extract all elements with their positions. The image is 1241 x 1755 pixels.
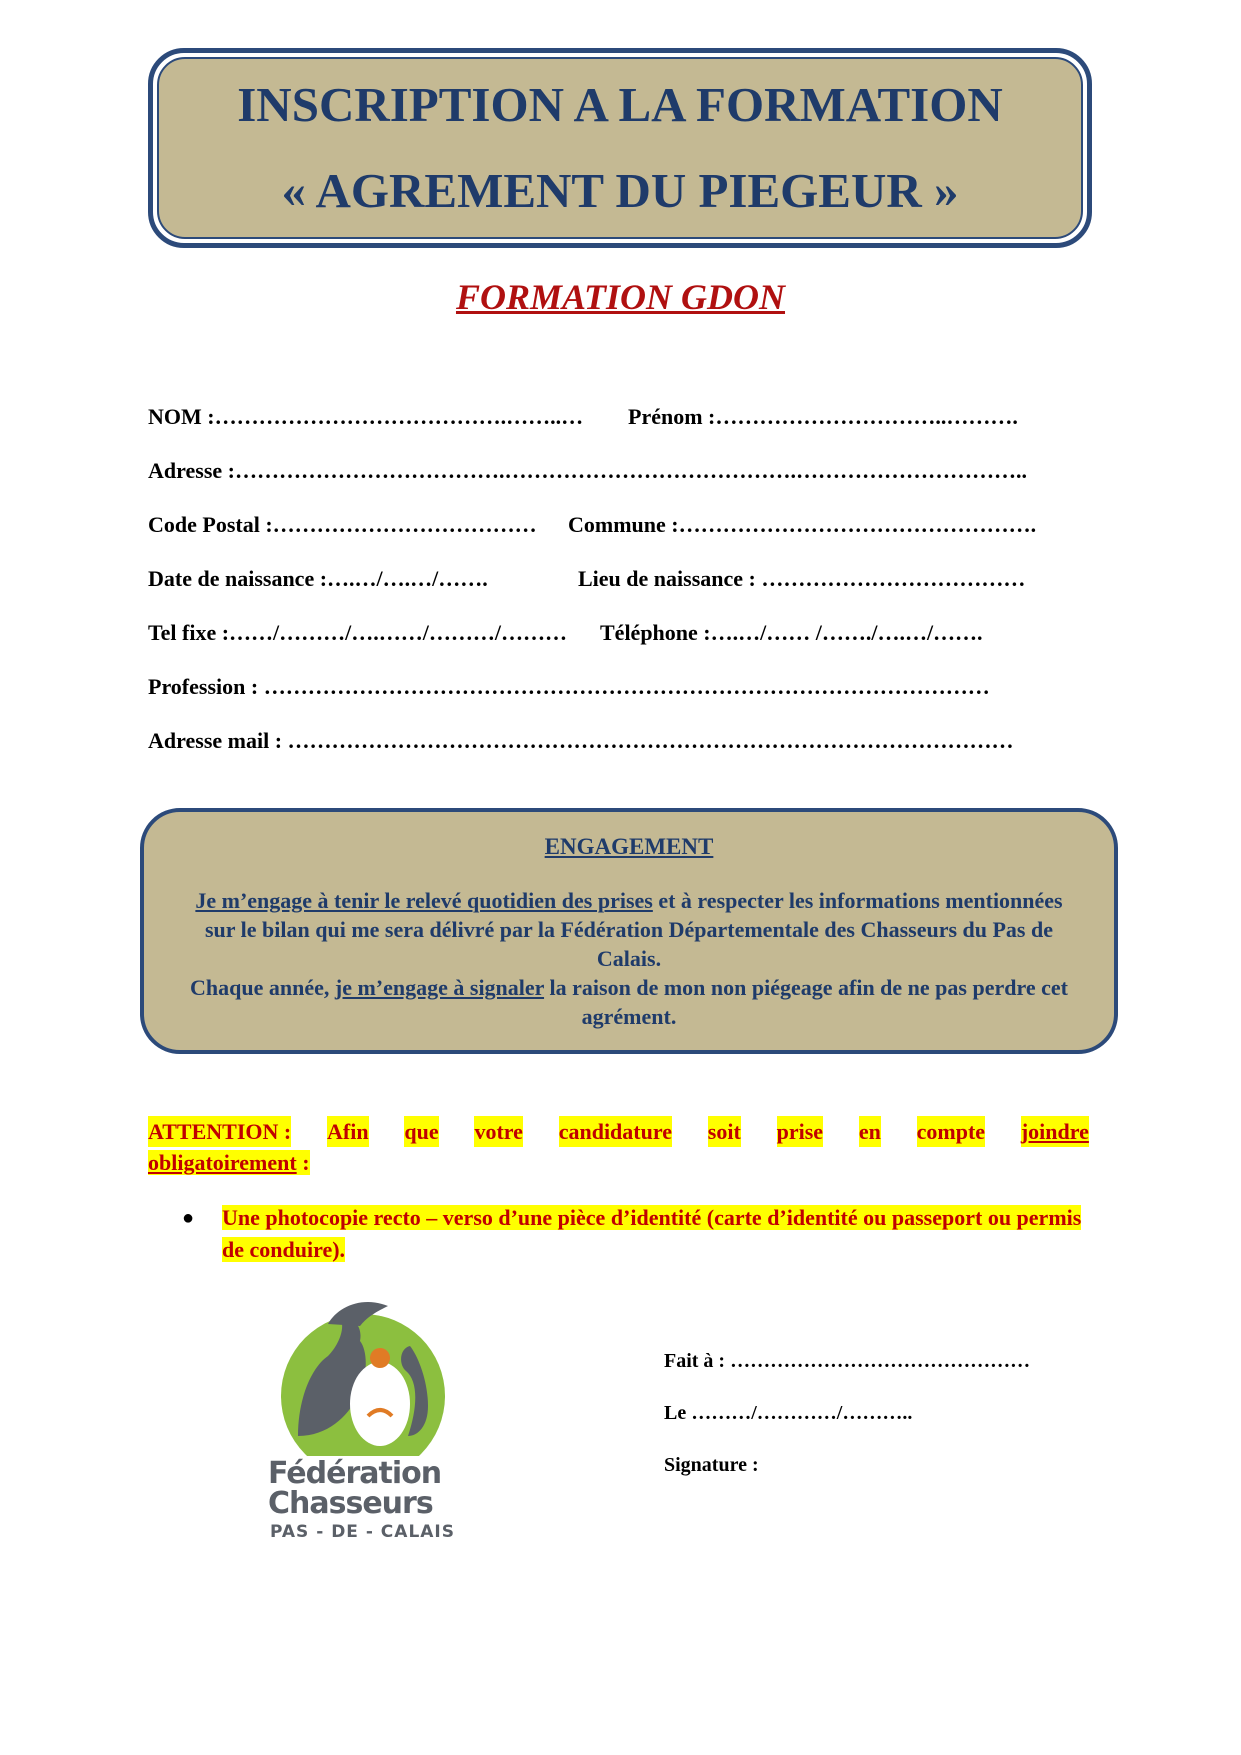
attention-word: en	[859, 1116, 881, 1147]
attention-word: compte	[917, 1116, 985, 1147]
federation-logo	[268, 1286, 458, 1546]
date-naissance-field[interactable]: Date de naissance :….…/….…/…….	[148, 566, 488, 591]
engagement-p2-underlined: je m’engage à signaler	[334, 975, 545, 1000]
attention-word: candidature	[559, 1116, 672, 1147]
attention-colon: :	[296, 1150, 310, 1175]
form-row-name	[148, 404, 1088, 458]
lieu-naissance-field[interactable]: Lieu de naissance : ………………………………	[578, 566, 1026, 591]
engagement-paragraph-2	[144, 973, 1114, 1031]
attention-line-2	[148, 1147, 1089, 1178]
form-row-profession	[148, 674, 1088, 728]
adresse-field[interactable]: Adresse :……………………………….………………………………….…………………………..	[148, 458, 1027, 483]
adresse-mail-field[interactable]: Adresse mail : ………………………………………………………………………………………	[148, 728, 1014, 753]
required-document-text	[222, 1202, 1092, 1266]
attention-label: ATTENTION :	[148, 1116, 291, 1147]
logo-text-region: PAS - DE - CALAIS	[270, 1522, 455, 1542]
logo-text-federation: Fédération	[268, 1456, 442, 1491]
fait-a-field[interactable]: Fait à : ………………………………………	[664, 1350, 1031, 1372]
form-row-postal	[148, 512, 1088, 566]
attention-word-underlined: joindre	[1021, 1116, 1089, 1147]
subtitle: FORMATION GDON	[455, 277, 786, 317]
attention-line-1	[148, 1116, 1089, 1147]
tel-fixe-field[interactable]: Tel fixe :……/………/….……/………/………	[148, 620, 568, 645]
attention-word: Afin	[327, 1116, 369, 1147]
engagement-p1-rest: et à respecter les informations mentionnées sur le bilan qui me sera délivré par la Fédération Départementale des Chasseurs du Pas de Calais.	[205, 888, 1063, 971]
form-row-email	[148, 728, 1088, 782]
bullet-icon: ●	[182, 1207, 195, 1229]
attention-word: que	[404, 1116, 438, 1147]
form-row-birth	[148, 566, 1088, 620]
attention-word: votre	[474, 1116, 522, 1147]
title-line-2: « AGREMENT DU PIEGEUR »	[281, 163, 959, 218]
registration-form	[148, 404, 1088, 782]
telephone-field[interactable]: Téléphone :….…/…… /……./….…/…….	[600, 620, 983, 645]
form-row-address	[148, 458, 1088, 512]
title-line-1: INSCRIPTION A LA FORMATION	[237, 77, 1003, 132]
nom-field[interactable]: NOM :………………………………….……..…	[148, 404, 584, 429]
federation-logo-icon	[268, 1286, 458, 1456]
attention-obligatoirement: obligatoirement	[148, 1150, 297, 1175]
engagement-box	[140, 808, 1118, 1054]
attention-notice	[148, 1116, 1089, 1178]
signature-block	[664, 1350, 1104, 1506]
attention-word: soit	[708, 1116, 741, 1147]
engagement-p2-start: Chaque année,	[190, 975, 335, 1000]
engagement-paragraph-1	[144, 886, 1114, 973]
date-field[interactable]: Le ………/…………/………..	[664, 1402, 913, 1424]
logo-text-chasseurs: Chasseurs	[268, 1486, 433, 1521]
commune-field[interactable]: Commune :………………………………………….	[568, 512, 1037, 537]
engagement-p2-rest: la raison de mon non piégeage afin de ne pas perdre cet agrément.	[544, 975, 1068, 1029]
title-banner	[148, 48, 1092, 248]
signature-field[interactable]: Signature :	[664, 1454, 759, 1476]
title-banner-inner	[157, 57, 1083, 239]
attention-word: prise	[777, 1116, 823, 1147]
required-document-item	[182, 1202, 1092, 1266]
engagement-title: ENGAGEMENT	[544, 834, 714, 859]
form-row-phone	[148, 620, 1088, 674]
profession-field[interactable]: Profession : ………………………………………………………………………………………	[148, 674, 990, 699]
required-document-highlight: Une photocopie recto – verso d’une pièce d’identité (carte d’identité ou passeport ou permis de conduire).	[222, 1205, 1082, 1262]
code-postal-field[interactable]: Code Postal :………………………………	[148, 512, 537, 537]
prenom-field[interactable]: Prénom :…………………………..……….	[628, 404, 1018, 429]
engagement-p1-underlined: Je m’engage à tenir le relevé quotidien des prises	[195, 888, 653, 913]
